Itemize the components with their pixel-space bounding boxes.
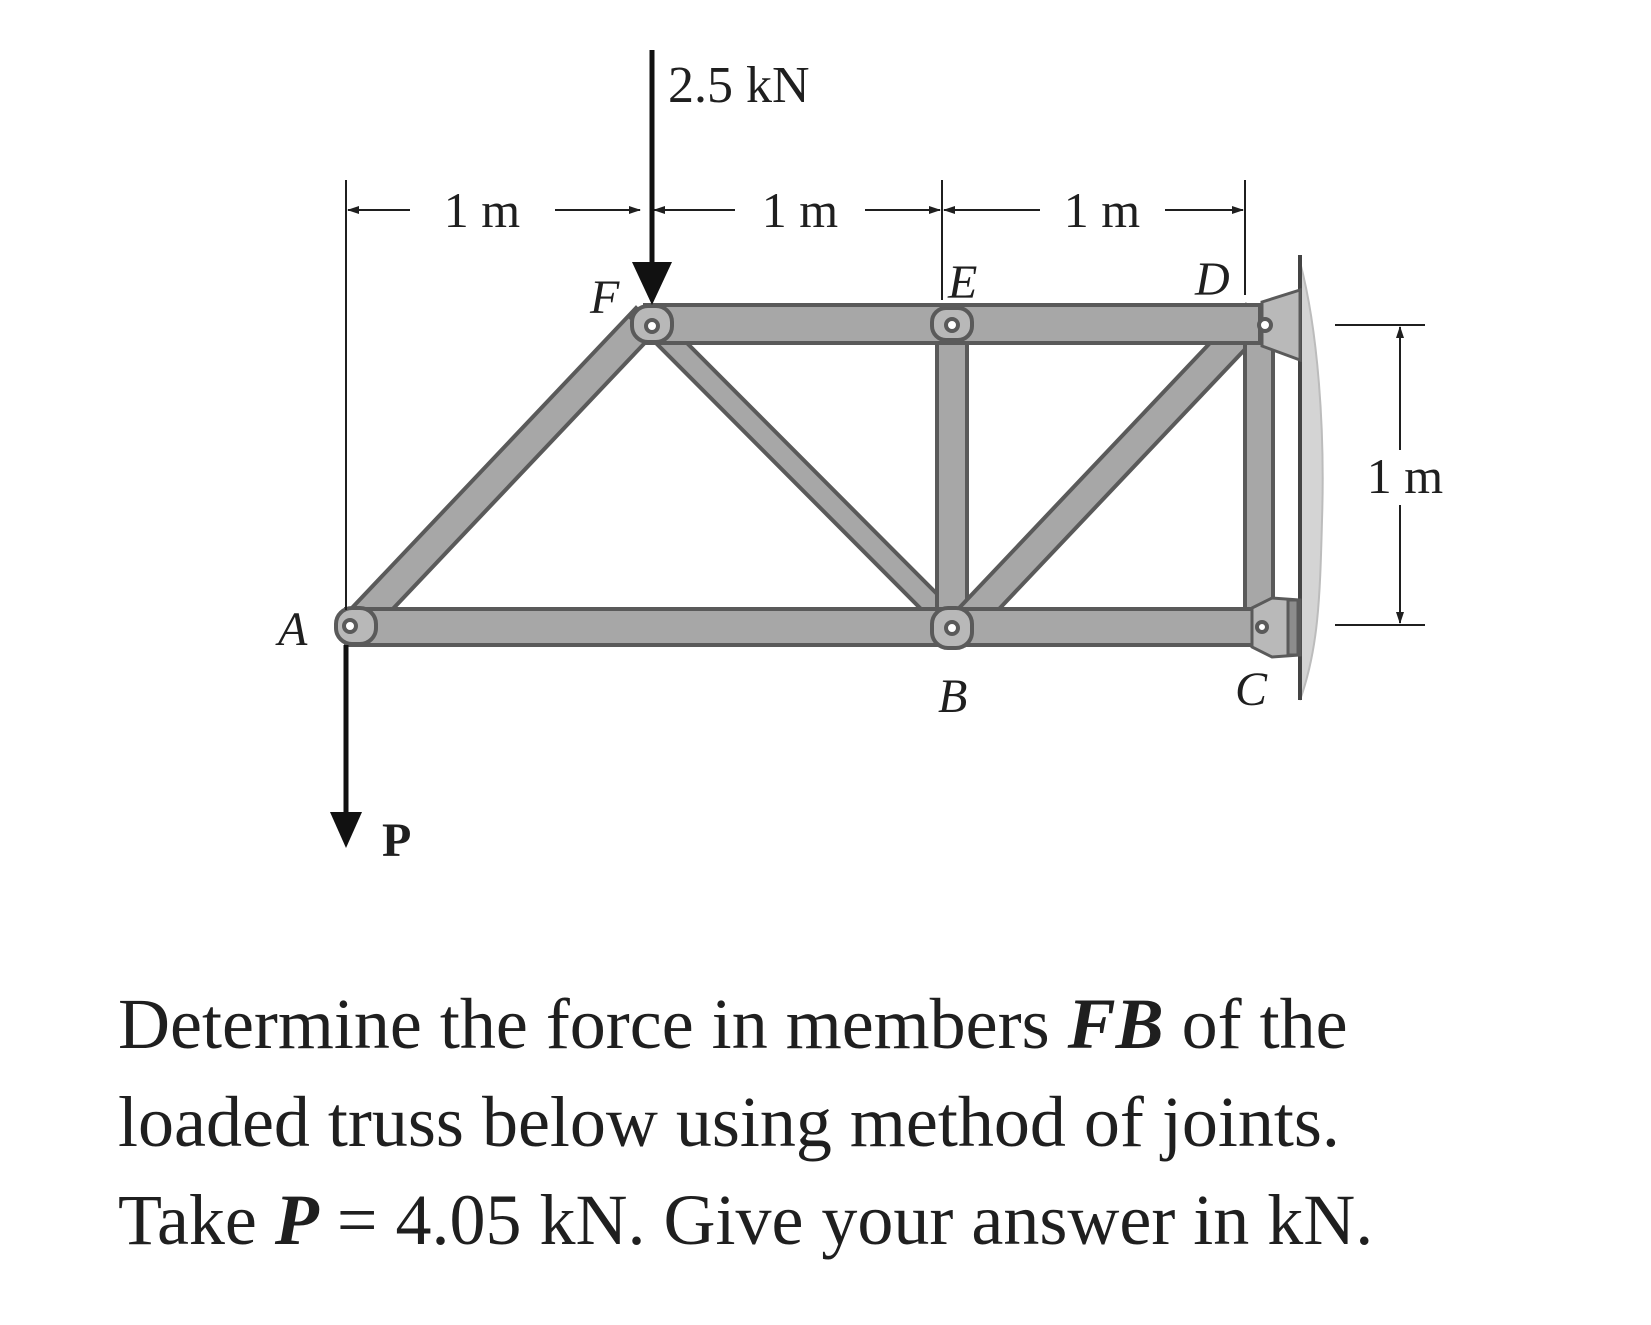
member-DC — [1245, 330, 1273, 612]
member-EB — [937, 325, 967, 612]
member-name: FB — [1067, 984, 1164, 1064]
load-left-label: P — [382, 814, 412, 867]
question-line-3: Take P = 4.05 kN. Give your answer in kN. — [118, 1180, 1374, 1260]
truss-members — [346, 305, 1273, 645]
joint-label-A: A — [278, 603, 308, 656]
member-bottom-AC — [346, 609, 1265, 645]
member-FA — [350, 308, 657, 632]
joint-label-F: F — [590, 271, 620, 324]
dim-seg2-label: 1 m — [761, 182, 839, 238]
pin-D — [1259, 319, 1271, 331]
variable-p: P — [274, 1180, 319, 1260]
dim-seg3-label: 1 m — [1063, 182, 1141, 238]
joint-label-D: D — [1195, 253, 1230, 306]
pin-C — [1257, 622, 1267, 632]
question-line-1: Determine the force in members FB of the — [118, 984, 1348, 1064]
question-line-2: loaded truss below using method of joints. — [118, 1082, 1340, 1162]
load-arrow-left-head — [330, 812, 362, 848]
question-text — [118, 975, 1618, 1269]
member-FB — [631, 318, 955, 612]
pin-F — [646, 320, 658, 332]
dim-seg1-label: 1 m — [443, 182, 521, 238]
load-arrow-top-head — [632, 262, 672, 305]
wall-support — [1300, 255, 1323, 700]
load-top-label: 2.5 kN — [668, 57, 810, 114]
joint-label-B: B — [938, 670, 968, 723]
member-BD — [943, 305, 1268, 645]
dim-height-label: 1 m — [1366, 448, 1444, 504]
joint-label-C: C — [1235, 663, 1268, 716]
support-bolt-C — [1288, 600, 1298, 655]
joint-label-E: E — [948, 256, 978, 309]
pin-B — [946, 622, 958, 634]
pin-A — [344, 620, 356, 632]
pin-E — [946, 319, 958, 331]
